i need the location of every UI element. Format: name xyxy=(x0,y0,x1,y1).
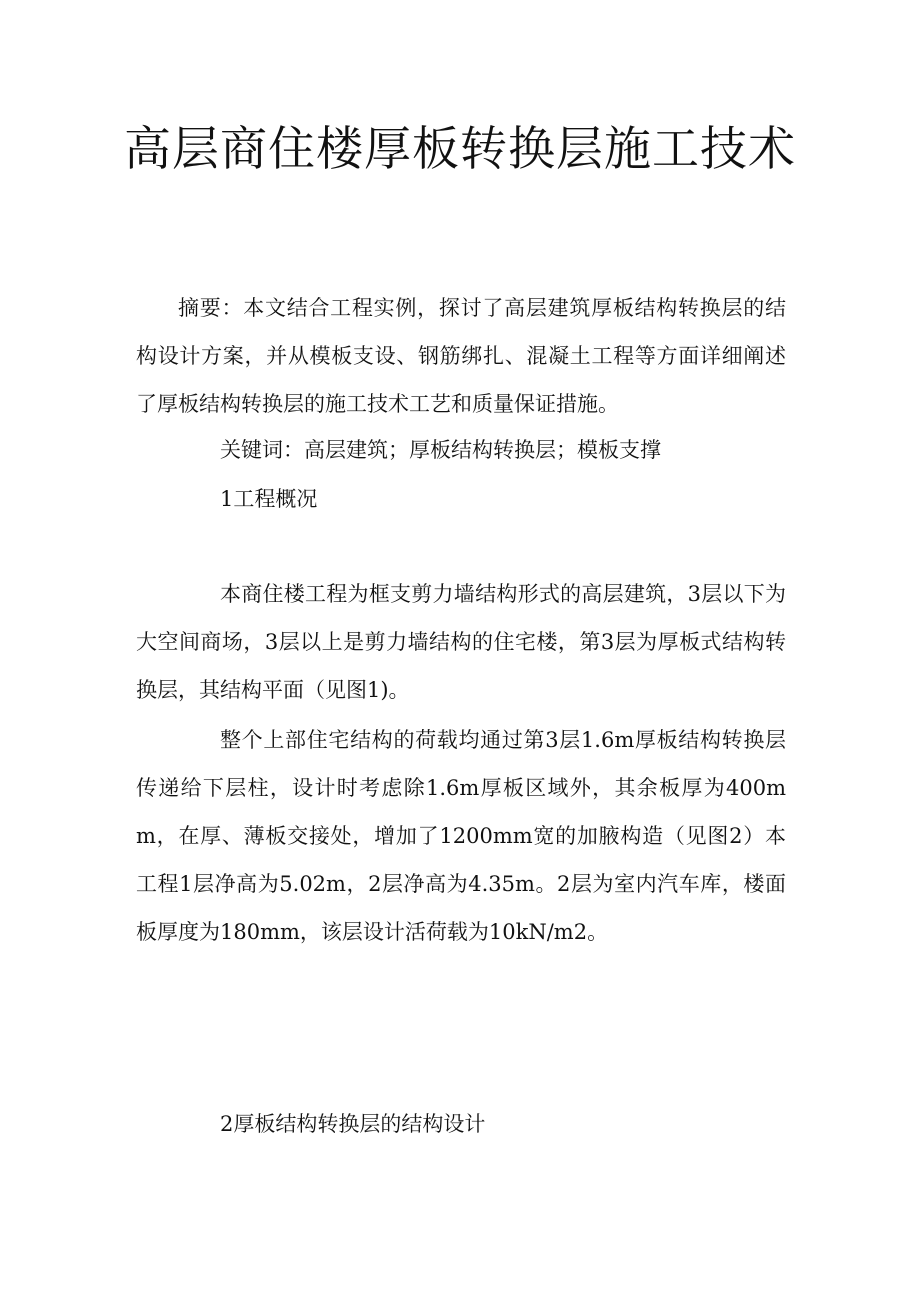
keywords-line: 关键词：高层建筑；厚板结构转换层；模板支撑 xyxy=(220,438,661,462)
section-1-heading: 1工程概况 xyxy=(220,487,318,511)
section-1-paragraph-1: 本商住楼工程为框支剪力墙结构形式的高层建筑，3层以下为大空间商场，3层以上是剪力墙结构的住宅楼，第3层为厚板式结构转换层，其结构平面（见图1)。 xyxy=(136,582,786,702)
section-2-heading: 2厚板结构转换层的结构设计 xyxy=(220,1112,486,1136)
document-title: 高层商住楼厚板转换层施工技术 xyxy=(124,122,796,177)
abstract-paragraph: 摘要：本文结合工程实例，探讨了高层建筑厚板结构转换层的结构设计方案，并从模板支设、钢筋绑扎、混凝土工程等方面详细阐述了厚板结构转换层的施工技术工艺和质量保证措施。 xyxy=(136,296,786,416)
section-1-paragraph-2: 整个上部住宅结构的荷载均通过第3层1.6m厚板结构转换层传递给下层柱，设计时考虑除1.6m厚板区域外，其余板厚为400mm，在厚、薄板交接处，增加了1200mm宽的加腋构造（见图2）本工程1层净高为5.02m，2层净高为4.35m。2层为室内汽车库，楼面板厚度为180mm，该层设计活荷载为10kN/m2。 xyxy=(136,728,786,944)
